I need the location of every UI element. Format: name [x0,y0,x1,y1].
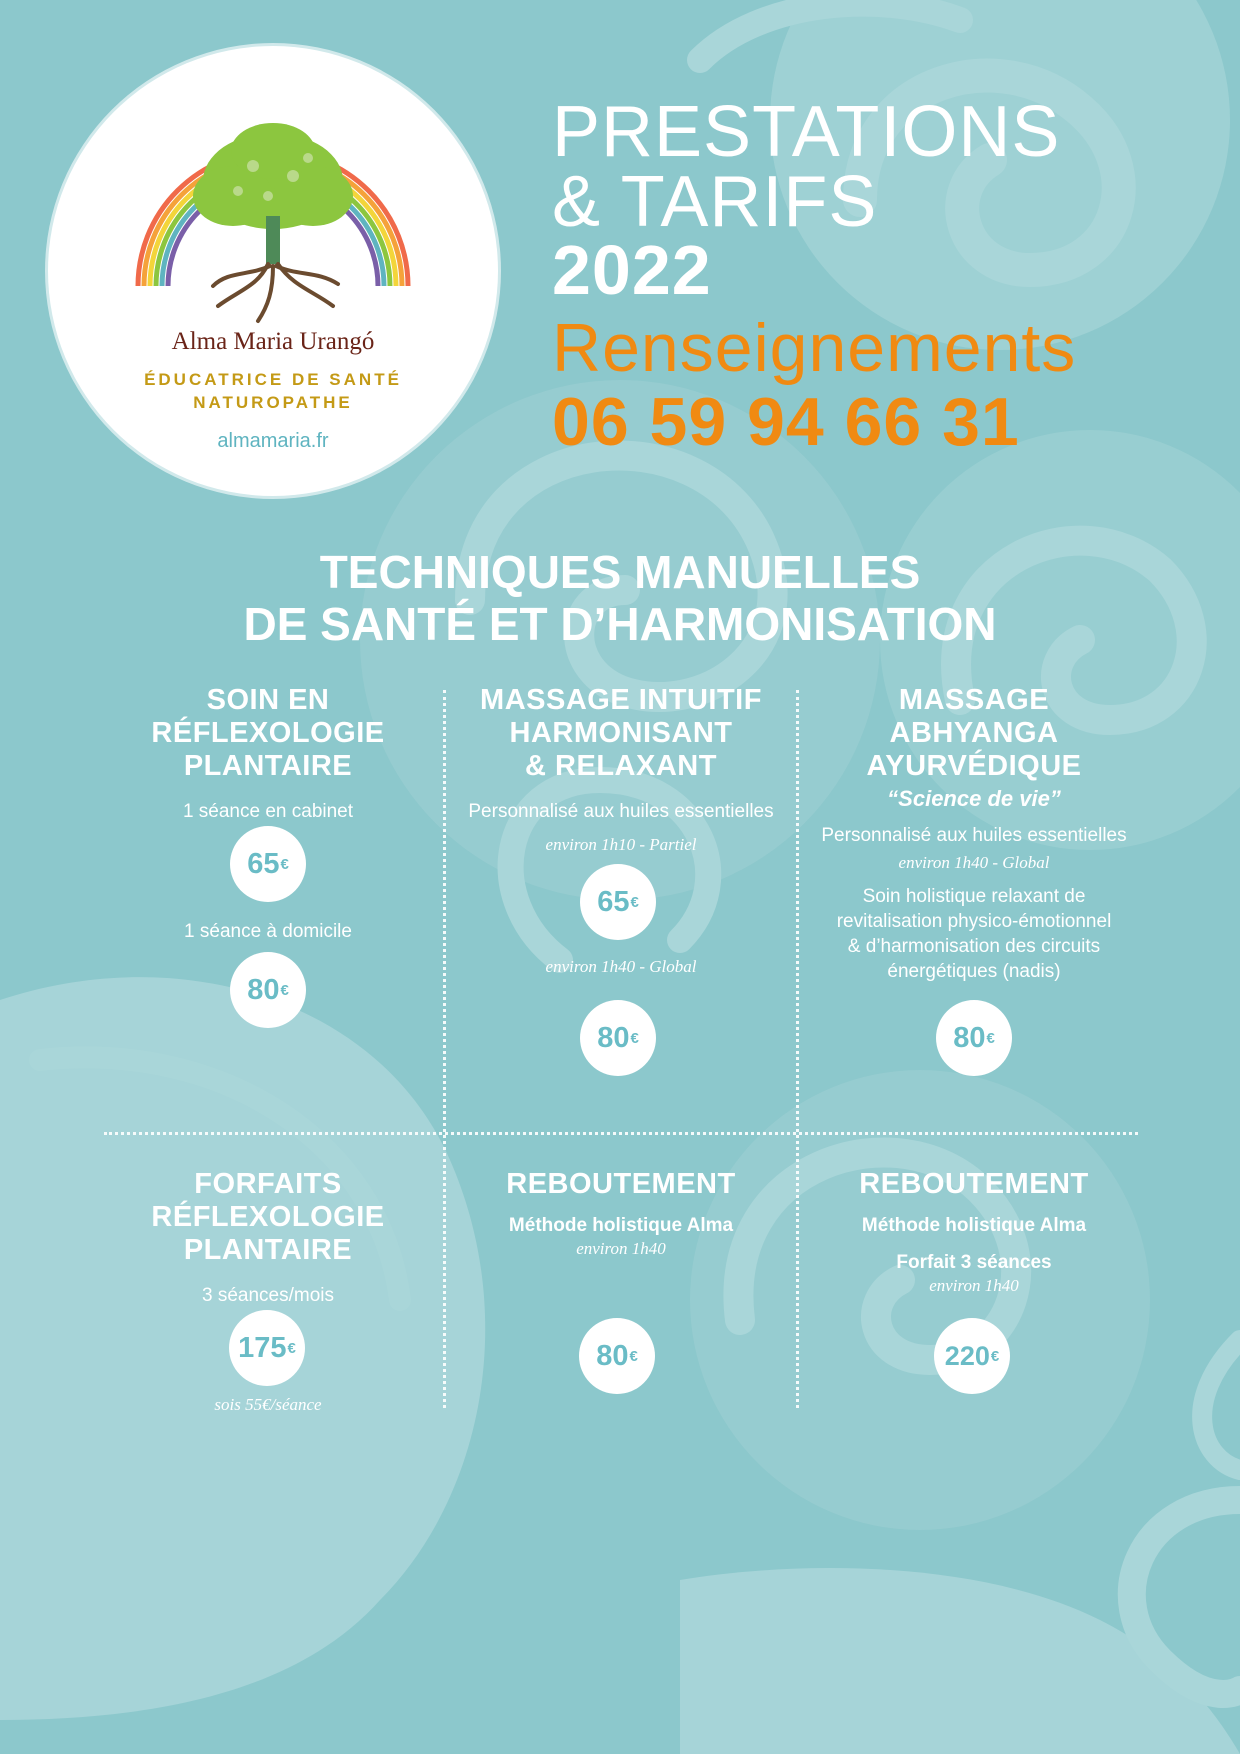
service-title: & RELAXANT [525,750,717,782]
price-value: 65 [247,847,280,880]
currency-symbol: € [629,1347,638,1365]
currency-symbol: € [986,1029,995,1047]
currency-symbol: € [990,1347,1000,1365]
price-badge [230,826,306,902]
service-description: Méthode holistique Alma [508,1215,734,1236]
service-title: RÉFLEXOLOGIE [151,1201,385,1233]
service-massage-global [446,956,796,978]
header-year: 2022 [552,231,712,309]
brand-role-line1: ÉDUCATRICE DE SANTÉ [144,370,402,389]
service-description: 3 séances/mois [201,1285,334,1306]
price-badge [936,1000,1012,1076]
option-duration: environ 1h10 - Partiel [545,835,697,854]
service-description: Forfait 3 séances [896,1252,1052,1273]
section-title-line2: DE SANTÉ ET D’HARMONISATION [243,598,997,650]
price-note: sois 55€/séance [214,1395,322,1414]
phone-number[interactable]: 06 59 94 66 31 [552,384,1020,460]
price-value: 65 [597,885,630,918]
header-line1: PRESTATIONS [552,92,1061,172]
brand-name: Alma Maria Urangó [171,328,375,355]
price-badge [229,1310,305,1386]
price-badge [934,1318,1010,1394]
service-forfaits [90,1168,446,1308]
option-label: 1 séance en cabinet [182,801,354,822]
price-value: 80 [247,973,280,1006]
service-forfaits-note [90,1394,446,1416]
service-title: ABHYANGA [889,717,1059,749]
currency-symbol: € [630,1029,639,1047]
service-massage-intuitif [446,684,796,856]
service-title: RÉFLEXOLOGIE [151,717,385,749]
service-title: SOIN EN [206,684,330,716]
option-duration: environ 1h40 - Global [898,853,1050,872]
brand-website[interactable]: almamaria.fr [217,430,329,452]
service-title: HARMONISANT [509,717,733,749]
service-abhyanga [799,684,1149,984]
price-badge [580,1000,656,1076]
currency-symbol: € [280,981,289,999]
service-reboutement [446,1168,796,1260]
price-value: 80 [596,1339,629,1372]
header-line2: & TARIFS [552,162,878,242]
service-reflexology [90,684,446,824]
price-badge [579,1318,655,1394]
section-title-line1: TECHNIQUES MANUELLES [319,546,921,598]
service-title: PLANTAIRE [183,750,353,782]
brand-role-line2: NATUROPATHE [193,393,353,412]
row-divider [104,1132,1138,1135]
service-description: Méthode holistique Alma [861,1215,1087,1236]
price-value: 175 [238,1331,287,1364]
service-title: MASSAGE [898,684,1050,716]
service-title: REBOUTEMENT [506,1168,736,1200]
price-value: 220 [944,1340,990,1371]
service-title: REBOUTEMENT [859,1168,1089,1200]
service-description: Personnalisé aux huiles essentielles [468,801,774,822]
info-label: Renseignements [552,310,1077,386]
currency-symbol: € [280,855,289,873]
service-title: AYURVÉDIQUE [866,750,1082,782]
service-text: & d’harmonisation des circuits [847,936,1101,957]
service-text: Soin holistique relaxant de [862,886,1086,907]
price-badge [230,952,306,1028]
option-label: 1 séance à domicile [184,921,352,942]
option-duration: environ 1h40 - Global [545,957,697,976]
service-text: revitalisation physico-émotionnel [836,911,1112,932]
service-reboutement-forfait [799,1168,1149,1297]
price-value: 80 [953,1021,986,1054]
service-reflexology-home [90,919,446,944]
service-title: MASSAGE INTUITIF [480,684,762,716]
price-value: 80 [597,1021,630,1054]
option-duration: environ 1h40 [576,1239,666,1258]
price-badge [580,864,656,940]
service-title: PLANTAIRE [183,1234,353,1266]
currency-symbol: € [630,893,639,911]
service-title: FORFAITS [194,1168,342,1200]
tree-rainbow-logo-icon [118,86,428,326]
option-duration: environ 1h40 [929,1276,1019,1295]
service-text: énergétiques (nadis) [887,961,1061,982]
currency-symbol: € [287,1339,296,1357]
service-description: Personnalisé aux huiles essentielles [821,825,1127,846]
service-quote: “Science de vie” [887,786,1061,811]
